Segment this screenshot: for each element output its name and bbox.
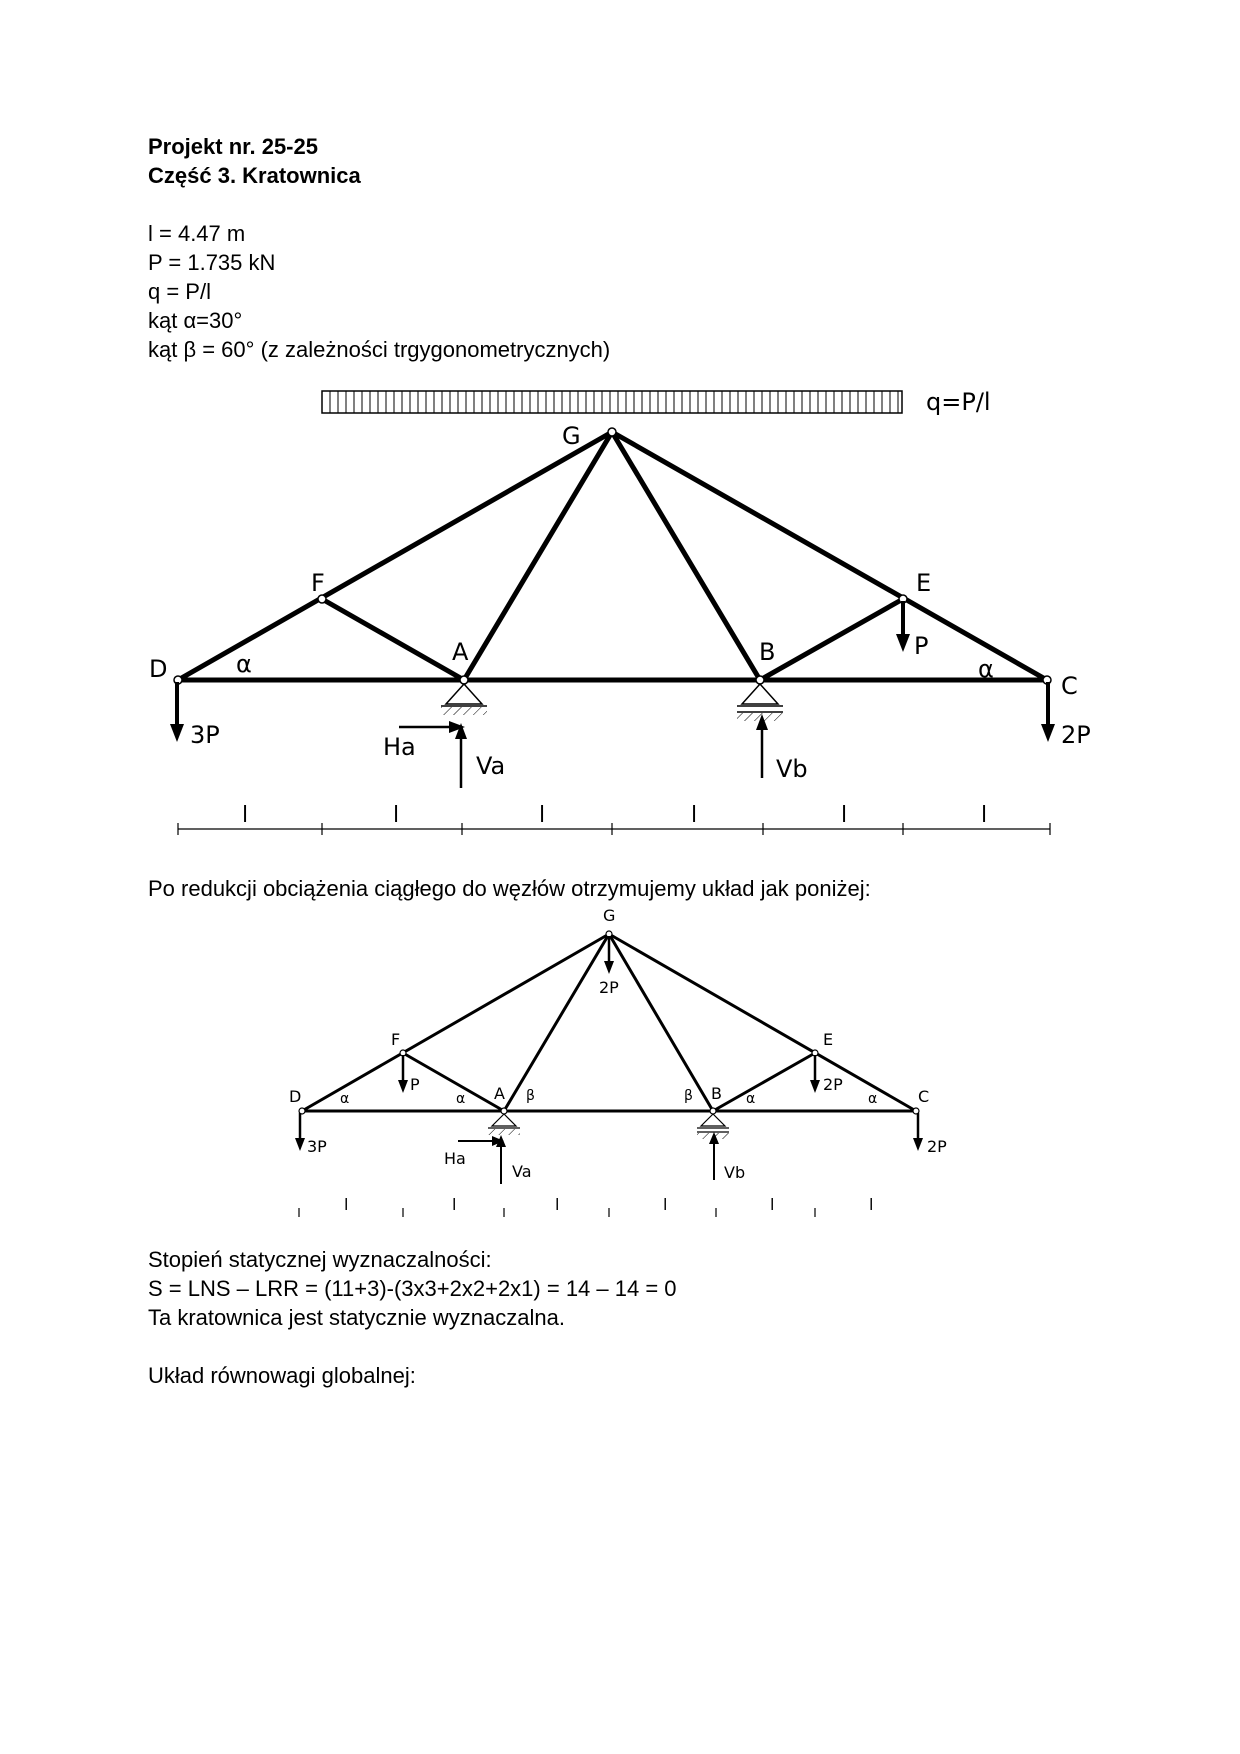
node2-label-C: C xyxy=(918,1087,930,1106)
node-label-F: F xyxy=(311,569,325,597)
load2-label-F: P xyxy=(410,1075,420,1094)
node-label-B: B xyxy=(759,638,776,666)
load-label-q: q=P/l xyxy=(926,388,991,416)
angle-label-alpha-right: α xyxy=(978,655,994,683)
dim-label-6: l xyxy=(981,803,988,828)
dimension-ticks-2 xyxy=(299,1195,873,1217)
node2-label-G: G xyxy=(603,906,616,925)
dim2-label-3: l xyxy=(555,1195,560,1214)
node-label-D: D xyxy=(149,655,168,683)
load-label-D: 3P xyxy=(190,721,220,749)
angle-label-alpha-left: α xyxy=(236,650,252,678)
param-q: q = P/l xyxy=(148,279,211,304)
member-BE-2 xyxy=(713,1053,815,1111)
angle2-alpha-1: α xyxy=(340,1091,350,1107)
param-alpha: kąt α=30° xyxy=(148,308,243,333)
node2-label-D: D xyxy=(289,1087,302,1106)
reaction2-label-Ha: Ha xyxy=(444,1149,466,1168)
dim-label-1: l xyxy=(242,803,249,828)
dim-label-3: l xyxy=(539,803,546,828)
static-title: Stopień statycznej wyznaczalności: xyxy=(148,1247,492,1272)
node-label-E: E xyxy=(916,569,932,597)
dim-label-5: l xyxy=(841,803,848,828)
member-AG-2 xyxy=(504,934,609,1111)
load2-label-C: 2P xyxy=(927,1137,947,1156)
angle2-alpha-2: α xyxy=(456,1091,466,1107)
reaction-label-Va: Va xyxy=(476,752,506,780)
load2-label-D: 3P xyxy=(307,1137,327,1156)
static-conclusion: Ta kratownica jest statycznie wyznaczalna. xyxy=(148,1305,565,1330)
param-beta: kąt β = 60° (z zależności trgygonometrycznych) xyxy=(148,337,611,362)
support-A-2 xyxy=(488,1114,520,1135)
param-l: l = 4.47 m xyxy=(148,221,246,246)
node2-label-A: A xyxy=(494,1084,505,1103)
reduction-text: Po redukcji obciążenia ciągłego do węzłów otrzymujemy układ jak poniżej: xyxy=(148,876,871,901)
part-title: Część 3. Kratownica xyxy=(148,163,361,188)
angle2-beta-1: β xyxy=(526,1088,535,1104)
project-title: Projekt nr. 25-25 xyxy=(148,134,318,159)
load2-label-E: 2P xyxy=(823,1075,843,1094)
node2-label-E: E xyxy=(823,1030,834,1049)
angle2-alpha-4: α xyxy=(868,1091,878,1107)
reaction2-label-Va: Va xyxy=(512,1162,532,1181)
reaction-label-Ha: Ha xyxy=(383,733,416,761)
load-label-E: P xyxy=(914,632,929,660)
dim2-label-4: l xyxy=(663,1195,668,1214)
angle2-beta-2: β xyxy=(684,1088,693,1104)
dim-label-4: l xyxy=(691,803,698,828)
dim2-label-6: l xyxy=(869,1195,874,1214)
reaction2-label-Vb: Vb xyxy=(724,1163,746,1182)
angle2-alpha-3: α xyxy=(746,1091,756,1107)
dim2-label-1: l xyxy=(344,1195,349,1214)
load2-label-G: 2P xyxy=(599,978,619,997)
static-formula: S = LNS – LRR = (11+3)-(3x3+2x2+2x1) = 14 – 14 = 0 xyxy=(148,1276,677,1301)
reaction-label-Vb: Vb xyxy=(776,755,808,783)
node-label-C: C xyxy=(1061,672,1078,700)
member-GB-2 xyxy=(609,934,713,1111)
dim2-label-2: l xyxy=(452,1195,457,1214)
node2-label-B: B xyxy=(711,1084,722,1103)
load-label-C: 2P xyxy=(1061,721,1091,749)
dim2-label-5: l xyxy=(770,1195,775,1214)
node2-label-F: F xyxy=(391,1030,401,1049)
node-label-A: A xyxy=(452,638,469,666)
dim-label-2: l xyxy=(393,803,400,828)
node-label-G: G xyxy=(562,422,581,450)
param-P: P = 1.735 kN xyxy=(148,250,276,275)
equilibrium-heading: Układ równowagi globalnej: xyxy=(148,1363,416,1388)
